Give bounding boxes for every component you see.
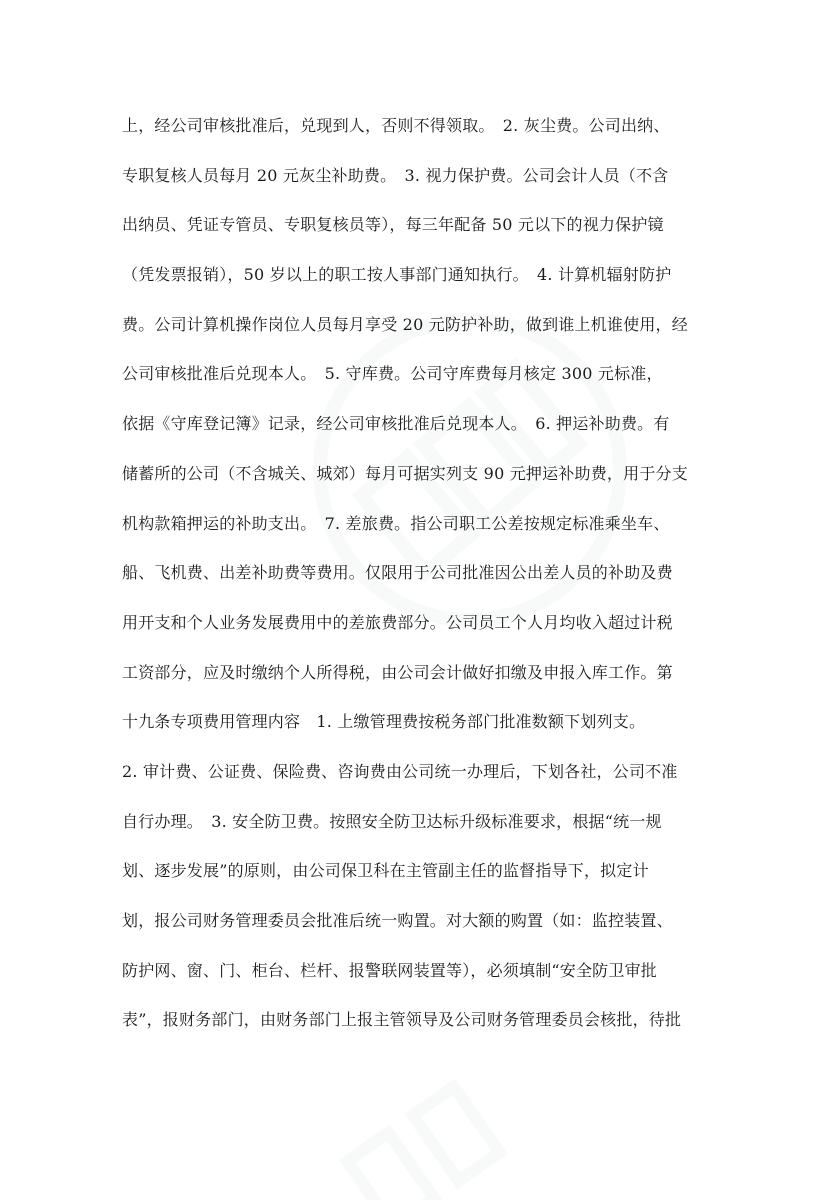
text-line: 表”，报财务部门，由财务部门上报主管领导及公司财务管理委员会核批，待批	[122, 1010, 682, 1030]
text-line: 划、逐步发展”的原则，由公司保卫科在主管副主任的监督指导下，拟定计	[122, 861, 649, 881]
text-line: 专职复核人员每月 20 元灰尘补助费。 3. 视力保护费。公司会计人员（不含	[122, 165, 669, 185]
text-line: 船、飞机费、出差补助费等费用。仅限用于公司批准因公出差人员的补助及费	[122, 563, 673, 583]
text-line: 出纳员、凭证专管员、专职复核员等），每三年配备 50 元以下的视力保护镜	[122, 215, 664, 235]
text-line: 费。公司计算机操作岗位人员每月享受 20 元防护补助，做到谁上机谁使用，经	[122, 314, 688, 334]
text-line: 十九条专项费用管理内容 1. 上缴管理费按税务部门批准数额下划列支。	[122, 712, 646, 732]
document-body	[122, 110, 712, 1054]
watermark-fragment	[320, 1080, 540, 1200]
text-line: 2. 审计费、公证费、保险费、咨询费由公司统一办理后，下划各社，公司不准	[122, 761, 678, 781]
text-line: 用开支和个人业务发展费用中的差旅费部分。公司员工个人月均收入超过计税	[122, 612, 673, 632]
text-line: 机构款箱押运的补助支出。 7. 差旅费。指公司职工公差按规定标准乘坐车、	[122, 513, 670, 533]
text-line: 储蓄所的公司（不含城关、城郊）每月可据实列支 90 元押运补助费，用于分支	[122, 463, 688, 483]
text-line: 上，经公司审核批准后，兑现到人，否则不得领取。 2. 灰尘费。公司出纳、	[122, 116, 670, 135]
text-line: 划，报公司财务管理委员会批准后统一购置。对大额的购置（如：监控装置、	[122, 911, 673, 930]
text-line: 工资部分，应及时缴纳个人所得税，由公司会计做好扣缴及申报入库工作。第	[122, 662, 673, 682]
text-line: 依据《守库登记簿》记录，经公司审核批准后兑现本人。 6. 押运补助费。有	[122, 414, 670, 434]
text-line: 防护网、窗、门、柜台、栏杆、报警联网装置等），必须填制“安全防卫审批	[122, 960, 657, 980]
text-line: 公司审核批准后兑现本人。 5. 守库费。公司守库费每月核定 300 元标准，	[122, 364, 663, 384]
text-line: （凭发票报销），50 岁以上的职工按人事部门通知执行。 4. 计算机辐射防护	[122, 265, 672, 285]
text-line: 自行办理。 3. 安全防卫费。按照安全防卫达标升级标准要求，根据“统一规	[122, 811, 662, 831]
